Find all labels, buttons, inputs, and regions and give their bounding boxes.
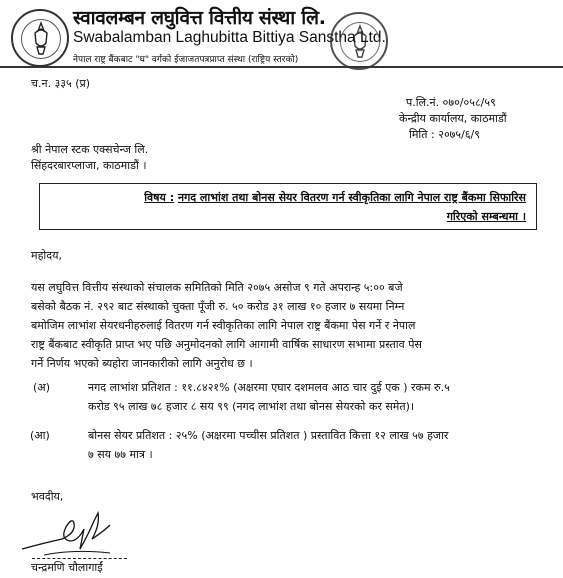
emblem-icon [26,21,56,57]
org-name-nepali: स्वावलम्बन लघुवित्त वित्तीय संस्था लि. [73,7,326,29]
closing: भवदीय, [31,490,64,503]
subject-label: विषय : [144,191,175,204]
left-seal [11,9,69,67]
body-line: गर्ने निर्णय भएको ब्यहोरा जानकारीको लागि अनुरोध छ । [31,357,253,370]
item-a [88,378,538,416]
org-subtitle: नेपाल राष्ट्र बैंकबाट "घ" वर्गको ईजाजतपत्रप्राप्त संस्था (राष्ट्रिय स्तरको) [73,55,299,65]
subject-box [39,183,537,230]
chalani-number: च.न. ३३५ (प्र) [31,77,91,90]
signatory-name: चन्द्रमणि चौलागाईं [31,561,103,574]
body-line: यस लघुवित्त वित्तीय संस्थाको संचालक समितिको मिति २०७५ असोज ९ गते अपरान्ह ५:०० बजे [31,281,403,294]
org-name-english: Swabalamban Laghubitta Bittiya Sanstha Ltd. [73,29,386,46]
recipient-address: सिंहदरबारप्लाजा, काठमाडौं । [31,159,147,172]
body-line: बसेको बैठक नं. २९२ बाट संस्थाको चुक्ता पूँजी रु. ५० करोड ३१ लाख १० हजार ७ सयमा निम्न [31,300,405,313]
body-paragraph [31,278,539,373]
subject-line-2: गरिएको सम्बन्धमा । [446,210,526,223]
handwritten-signature [14,505,124,560]
item-line: नगद लाभांश प्रतिशत : ११.८४२१% (अक्षरमा एघार दशमलव आठ चार दुई एक ) रकम रु.५ [88,381,450,394]
body-line: बमोजिम लाभांश सेयरधनीहरुलाई वितरण गर्न स्वीकृतिका लागि नेपाल राष्ट्र बैंकमा पेस गर्ने र नेपाल [31,319,416,332]
subject-line-1: नगद लाभांश तथा बोनस सेयर वितरण गर्न स्वीकृतिका लागि नेपाल राष्ट्र बैंकमा सिफारिस [177,191,526,204]
letter-reference: प.लि.नं. ०७०/०५८/५९ [406,96,496,109]
header-rule [0,66,563,68]
item-marker: (आ) [30,429,50,442]
emblem-icon [345,24,375,60]
salutation: महोदय, [31,249,62,262]
body-line: राष्ट्र बैंकबाट स्वीकृति प्राप्त भए पछि अनुमोदनको लागि आगामी वार्षिक साधारण सभामा प्रस्ताव पेस [31,338,422,351]
item-b [88,426,538,464]
office-name: केन्द्रीय कार्यालय, काठमाडौं [399,112,507,125]
item-line: करोड ९५ लाख ७८ हजार ८ सय ९९ (नगद लाभांश तथा बोनस सेयरको कर समेत)। [88,400,415,413]
letter-date: मिति : २०७५/६/९ [409,128,480,141]
item-line: बोनस सेयर प्रतिशत : २५% (अक्षरमा पच्चीस प्रतिशत ) प्रस्तावित कित्ता १२ लाख ५७ हजार [88,429,449,442]
recipient-name: श्री नेपाल स्टक एक्सचेन्ज लि. [31,143,149,156]
signature-line [32,558,127,559]
item-marker: (अ) [33,381,50,394]
item-line: ७ सय ७७ मात्र । [88,448,153,461]
right-seal [330,12,388,70]
